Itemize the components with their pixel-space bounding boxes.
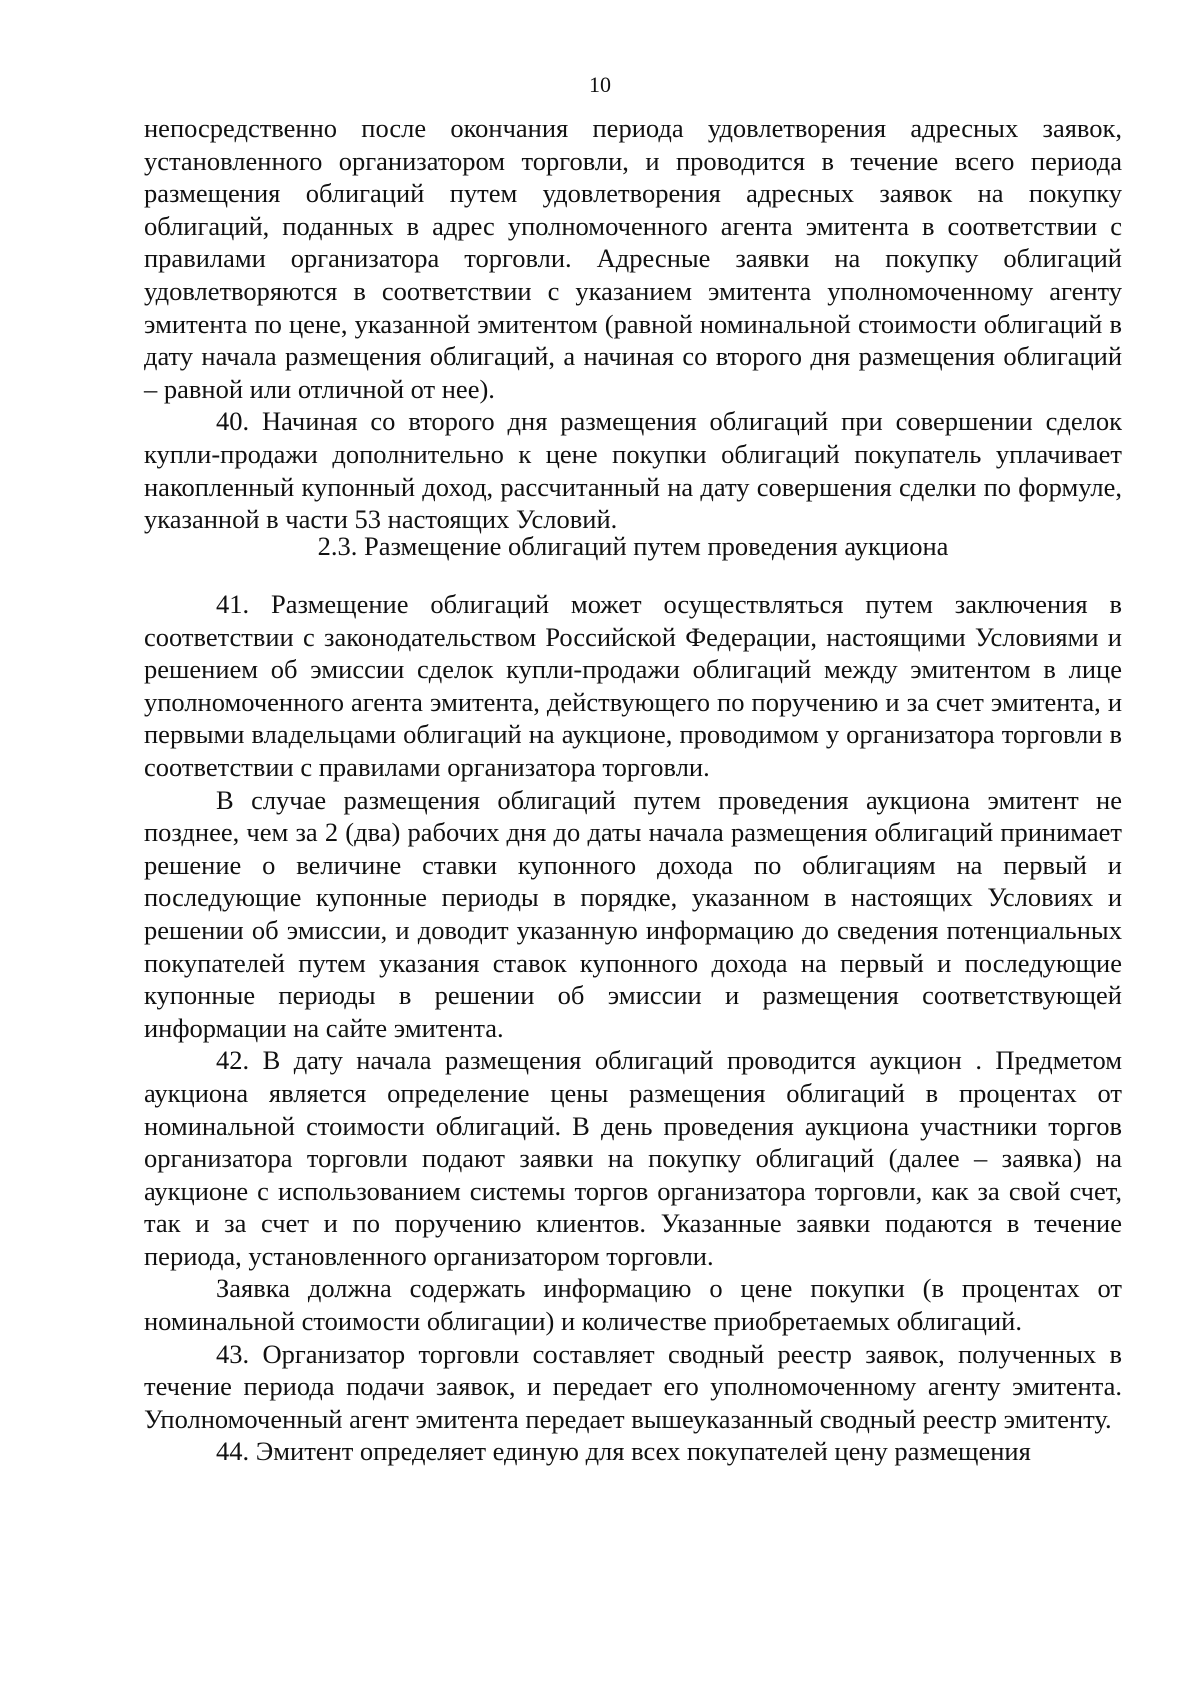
paragraph-44: 44. Эмитент определяет единую для всех покупателей цену размещения: [216, 1436, 1031, 1467]
paragraph-42-bid-content: Заявка должна содержать информацию о цене покупки (в процентах от номинальной стоимости облигации) и количестве приобретаемых облигаций.: [144, 1273, 1122, 1337]
paragraph-40: 40. Начиная со второго дня размещения облигаций при совершении сделок купли-продажи дополнительно к цене покупки облигаций покупатель уплачивает накопленный купонный доход, рассчитанный на дату совершения сделки по формуле, указанной в части 53 настоящих Условий.: [144, 406, 1122, 535]
paragraph-42: 42. В дату начала размещения облигаций проводится аукцион . Предметом аукциона является определение цены размещения облигаций в процентах от номинальной стоимости облигаций. В день проведения аукциона участники торгов организатора торговли подают заявки на покупку облигаций (далее – заявка) на аукционе с использованием системы торгов организатора торговли, как за свой счет, так и за счет и по поручению клиентов. Указанные заявки подаются в течение периода, установленного организатором торговли.: [144, 1045, 1122, 1271]
page-number: 10: [589, 72, 611, 97]
paragraph-41: 41. Размещение облигаций может осуществляться путем заключения в соответствии с законодательством Российской Федерации, настоящими Условиями и решением об эмиссии сделок купли-продажи облигаций между эмитентом в лице уполномоченного агента эмитента, действующего по поручению и за счет эмитента, и первыми владельцами облигаций на аукционе, проводимом у организатора торговли в соответствии с правилами организатора торговли.: [144, 589, 1122, 782]
paragraph-41-auction-rate: В случае размещения облигаций путем проведения аукциона эмитент не позднее, чем за 2 (два) рабочих дня до даты начала размещения облигаций принимает решение о величине ставки купонного дохода по облигациям на первый и последующие купонные периоды в порядке, указанном в настоящих Условиях и решении об эмиссии, и доводит указанную информацию до сведения потенциальных покупателей путем указания ставок купонного дохода на первый и последующие купонные периоды в решении об эмиссии и размещения соответствующей информации на сайте эмитента.: [144, 784, 1122, 1043]
text-block-bottom: [144, 588, 1122, 1468]
paragraph-continuation: непосредственно после окончания периода удовлетворения адресных заявок, установленного организатором торговли, и проводится в течение всего периода размещения облигаций путем удовлетворения адресных заявок на покупку облигаций, поданных в адрес уполномоченного агента эмитента в соответствии с правилами организатора торговли. Адресные заявки на покупку облигаций удовлетворяются в соответствии с указанием эмитента уполномоченному агенту эмитента по цене, указанной эмитентом (равной номинальной стоимости облигаций в дату начала размещения облигаций, а начиная со второго дня размещения облигаций – равной или отличной от нее).: [144, 113, 1122, 404]
paragraph-43: 43. Организатор торговли составляет сводный реестр заявок, полученных в течение периода подачи заявок, и передает его уполномоченному агенту эмитента. Уполномоченный агент эмитента передает вышеуказанный сводный реестр эмитенту.: [144, 1338, 1122, 1434]
text-block-top: [144, 112, 1122, 536]
section-heading-block: [144, 530, 1122, 563]
section-heading: 2.3. Размещение облигаций путем проведения аукциона: [317, 531, 949, 561]
